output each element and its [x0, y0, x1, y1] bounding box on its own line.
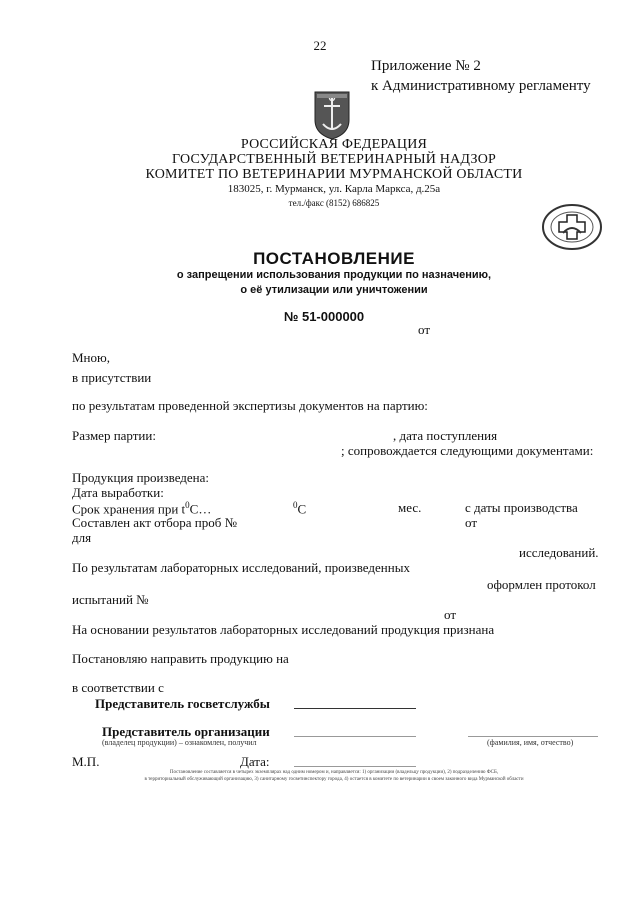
by-me-label: Мною,: [72, 350, 110, 365]
murmansk-coat-of-arms-icon: [313, 90, 351, 140]
veterinary-seal-icon: [541, 203, 603, 251]
arrival-date-label: , дата поступления: [393, 428, 498, 443]
header-vet-supervision: ГОСУДАРСТВЕННЫЙ ВЕТЕРИНАРНЫЙ НАДЗОР: [172, 152, 496, 167]
footnote-line-1: Постановление составляется в четырех экземплярах над одним номером и, направляется: 1) организации (владельцу продукции), 2) подразделению ФСБ,: [169, 770, 499, 775]
decide-label: Постановляю направить продукцию на: [72, 651, 289, 666]
gov-rep-label: Представитель госветслужбы: [95, 696, 270, 711]
tests-date-label: от: [444, 607, 457, 622]
lab-results-label: По результатам лабораторных исследований, произведенных: [72, 560, 410, 575]
storage-label: Срок хранения при $t^0С\dots$: [72, 500, 212, 517]
header-address: 183025, г. Мурманск, ул. Карла Маркса, д.25а: [227, 183, 441, 195]
document-title: ПОСТАНОВЛЕНИЕ: [253, 249, 415, 268]
accompanied-label: ; сопровождается следующими документами:: [341, 443, 594, 458]
degree-label: $^0$С: [293, 500, 307, 517]
sampling-act-label: Составлен акт отбора проб №: [72, 515, 238, 530]
tests-label: испытаний №: [72, 592, 149, 607]
header-phone: тел./факс (8152) 686825: [288, 198, 380, 208]
in-presence-label: в присутствии: [72, 370, 152, 385]
production-date-label: Дата выработки:: [72, 485, 164, 500]
months-label: мес.: [398, 500, 422, 515]
document-subtitle-2: о её утилизации или уничтожении: [240, 284, 428, 296]
document-date-label: от: [418, 322, 431, 337]
header-russian-federation: РОССИЙСКАЯ ФЕДЕРАЦИЯ: [240, 137, 428, 152]
for-label: для: [72, 530, 92, 545]
sampling-date-label: от: [465, 515, 478, 530]
appendix-label: Приложение № 2: [371, 58, 481, 74]
batch-size-label: Размер партии:: [72, 428, 156, 443]
owner-note: (владелец продукции) – ознакомлен, получил: [102, 738, 257, 747]
page-number: 22: [313, 38, 327, 53]
protocol-label: оформлен протокол: [487, 577, 596, 592]
according-label: в соответствии с: [72, 680, 164, 695]
expertise-label: по результатам проведенной экспертизы документов на партию:: [72, 398, 428, 413]
org-rep-signature-line: [294, 736, 416, 737]
from-production-label: с даты производства: [465, 500, 578, 515]
date-line: [294, 766, 416, 767]
stamp-place-label: М.П.: [72, 754, 100, 769]
org-rep-label: Представитель организации: [102, 724, 270, 739]
produced-label: Продукция произведена:: [72, 470, 210, 485]
org-rep-name-line: [468, 736, 598, 737]
gov-rep-signature-line: [294, 708, 416, 709]
basis-label: На основании результатов лабораторных исследований продукция признана: [72, 622, 495, 637]
footnote-line-2: в территориальный обслуживающий организацию, 3) санитарному госветинспектору города, 4) остается в комитете по ветеринарии в своем законного вида Мурманской области: [144, 777, 524, 782]
document-subtitle-1: о запрещении использования продукции по назначению,: [176, 269, 492, 281]
name-note: (фамилия, имя, отчество): [487, 738, 574, 747]
document-number: № 51-000000: [283, 309, 365, 324]
date-label: Дата:: [240, 754, 270, 769]
research-label: исследований.: [519, 545, 599, 560]
header-committee: КОМИТЕТ ПО ВЕТЕРИНАРИИ МУРМАНСКОЙ ОБЛАСТИ: [145, 167, 523, 182]
appendix-regulation: к Административному регламенту: [371, 78, 591, 94]
